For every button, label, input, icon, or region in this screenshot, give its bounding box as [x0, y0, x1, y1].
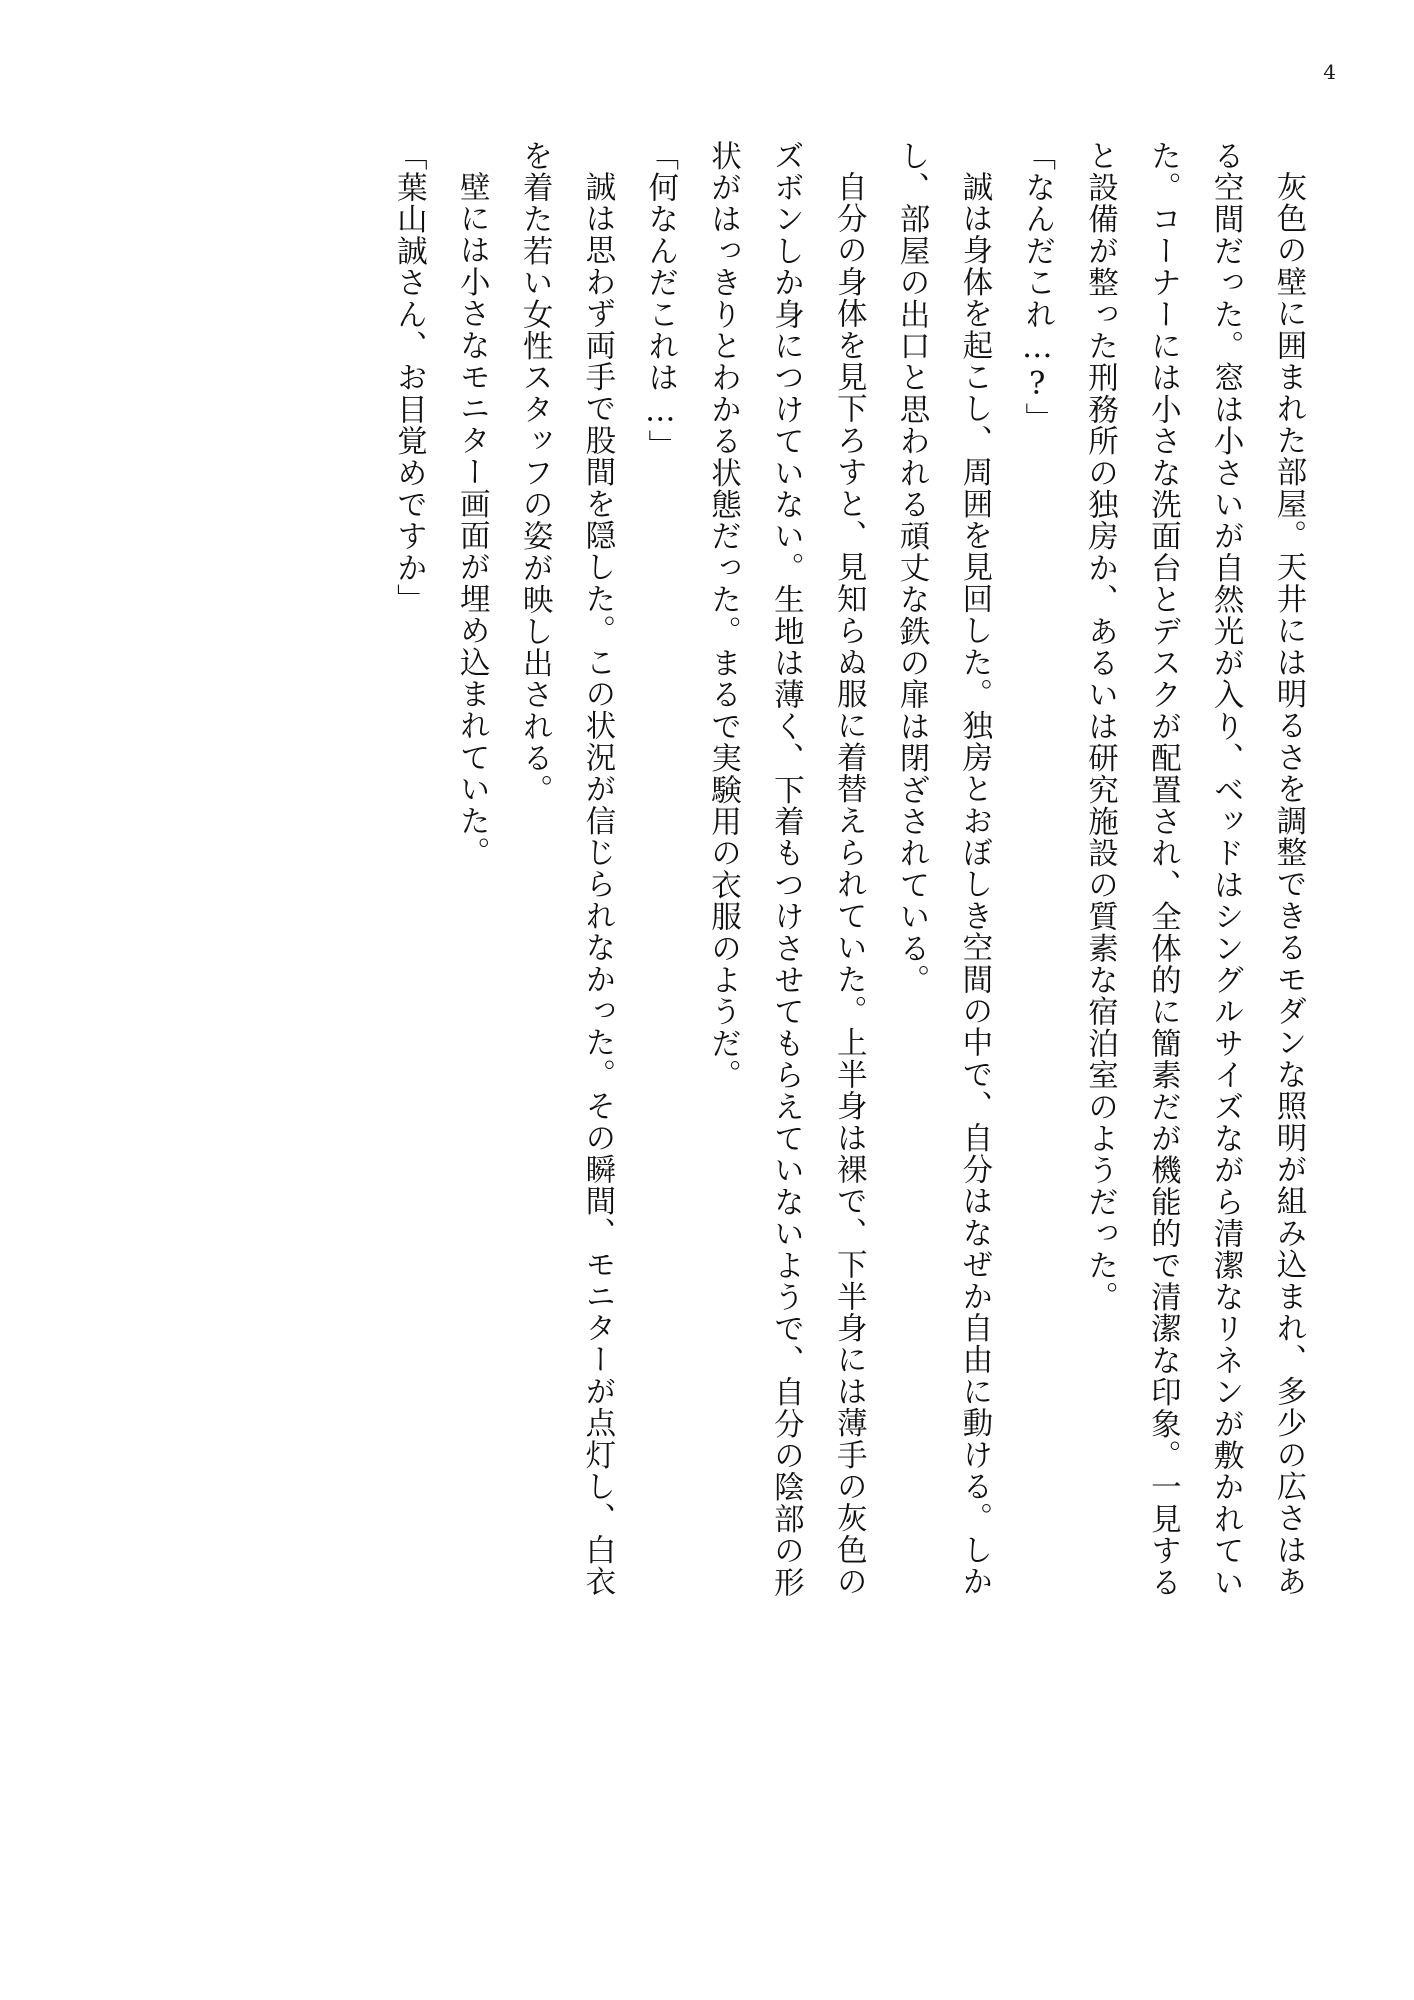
body-text-vertical [189, 140, 1319, 1600]
page-number: 4 [1323, 60, 1336, 84]
paragraph: 壁には小さなモニター画面が埋め込まれていた。 [454, 170, 490, 868]
paragraph: 誠は思わず両手で股間を隠した。この状況が信じられなかった。その瞬間、モニターが点灯し、白衣を着た若い女性スタッフの姿が映し出される。 [517, 140, 615, 1597]
paragraph: 「何なんだこれは…」 [642, 140, 678, 462]
paragraph: 「なんだこれ…?」 [1019, 140, 1055, 435]
paragraph: 誠は身体を起こし、周囲を見回した。独房とおぼしき空間の中で、自分はなぜか自由に動ける。しかし、部屋の出口と思われる頑丈な鉄の扉は閉ざされている。 [894, 140, 992, 1597]
paragraph: 自分の身体を見下ろすと、見知らぬ服に着替えられていた。上半身は裸で、下半身には薄手の灰色のズボンしか身につけていない。生地は薄く、下着もつけさせてもらえていないようで、自分の陰部の形状がはっきりとわかる状態だった。まるで実験用の衣服のようだ。 [705, 140, 867, 1599]
paragraph: 灰色の壁に囲まれた部屋。天井には明るさを調整できるモダンな照明が組み込まれ、多少の広さはある空間だった。窓は小さいが自然光が入り、ベッドはシングルサイズながら清潔なリネンが敷かれていた。コーナーには小さな洗面台とデスクが配置され、全体的に簡素だが機能的で清潔な印象。一見すると設備が整った刑務所の独房か、あるいは研究施設の質素な宿泊室のようだった。 [1082, 140, 1306, 1599]
paragraph: 「葉山誠さん、お目覚めですか」 [391, 140, 427, 616]
